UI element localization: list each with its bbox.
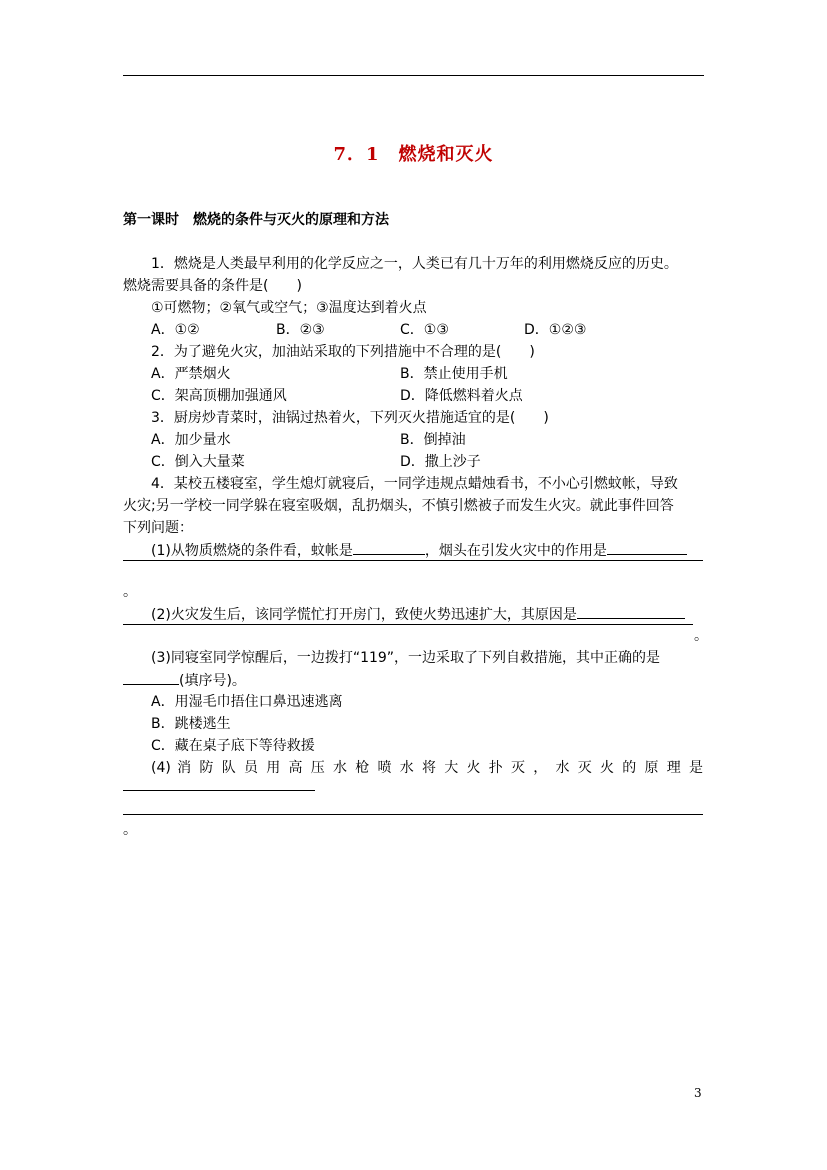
q4-part3-suffix: (填序号)。 xyxy=(179,673,246,689)
q4-part3-answer xyxy=(123,670,246,690)
q4-stem-line2: 火灾;另一学校一同学躲在寝室吸烟，乱扔烟头，不慎引燃被子而发生火灾。就此事件回答 xyxy=(123,498,674,514)
q4-part1-answer-line[interactable] xyxy=(123,560,703,561)
q4-part2-period: 。 xyxy=(694,628,708,644)
q4-part3-blank[interactable] xyxy=(123,670,179,685)
q4-part2-text: (2)火灾发生后，该同学慌忙打开房门，致使火势迅速扩大，其原因是 xyxy=(151,607,577,623)
q2-option-c: C．架高顶棚加强通风 xyxy=(151,388,287,404)
page-title: 7．1 燃烧和灭火 xyxy=(333,144,494,165)
q4-stem-line1: 4．某校五楼寝室，学生熄灯就寝后，一同学违规点蜡烛看书，不小心引燃蚊帐，导致 xyxy=(151,476,678,492)
q4-part4-stem: (4) 消 防 队 员 用 高 压 水 枪 喷 水 将 大 火 扑 灭 ， 水 灭 火 的 原 理 是 xyxy=(151,760,703,776)
q4-part1-period: 。 xyxy=(123,584,137,600)
q1-option-a: A．①② xyxy=(151,322,200,338)
q2-stem: 2．为了避免火灾，加油站采取的下列措施中不合理的是( ) xyxy=(151,344,535,360)
q4-stem-line3: 下列问题： xyxy=(123,520,193,536)
q1-option-b: B．②③ xyxy=(276,322,325,338)
q4-part1-blank-2[interactable] xyxy=(607,540,687,555)
q4-part3-option-b: B．跳楼逃生 xyxy=(151,716,231,732)
q4-part1-text-b: ，烟头在引发火灾中的作用是 xyxy=(424,543,607,559)
q4-part4-blank-line1[interactable] xyxy=(123,790,315,791)
q4-part2-blank-1[interactable] xyxy=(577,604,685,619)
section-subtitle: 第一课时 燃烧的条件与灭火的原理和方法 xyxy=(123,212,389,228)
q1-conditions: ①可燃物；②氧气或空气；③温度达到着火点 xyxy=(151,300,427,316)
q1-option-d: D．①②③ xyxy=(524,322,587,338)
q2-option-d: D．降低燃料着火点 xyxy=(400,388,523,404)
q3-option-d: D．撒上沙子 xyxy=(400,454,481,470)
header-rule xyxy=(123,75,704,76)
q4-part2 xyxy=(151,604,685,624)
q4-part3-option-a: A．用湿毛巾捂住口鼻迅速逃离 xyxy=(151,694,343,710)
q4-part4-period: 。 xyxy=(123,822,137,838)
q4-part2-answer-line[interactable] xyxy=(123,624,693,625)
q1-stem-line2: 燃烧需要具备的条件是( ) xyxy=(123,278,302,294)
q3-option-c: C．倒入大量菜 xyxy=(151,454,245,470)
q4-part1-text-a: (1)从物质燃烧的条件看，蚊帐是 xyxy=(151,543,353,559)
q4-part3-stem: (3)同寝室同学惊醒后，一边拨打“119”，一边采取了下列自救措施，其中正确的是 xyxy=(151,650,661,666)
q2-option-b: B．禁止使用手机 xyxy=(400,366,508,382)
q4-part1-blank-1[interactable] xyxy=(353,540,425,555)
q3-stem: 3．厨房炒青菜时，油锅过热着火，下列灭火措施适宜的是( ) xyxy=(151,410,549,426)
q1-stem-line1: 1．燃烧是人类最早利用的化学反应之一，人类已有几十万年的利用燃烧反应的历史。 xyxy=(151,256,678,272)
q4-part1 xyxy=(151,540,687,560)
q3-option-a: A．加少量水 xyxy=(151,432,231,448)
q3-option-b: B．倒掉油 xyxy=(400,432,466,448)
q2-option-a: A．严禁烟火 xyxy=(151,366,231,382)
page-number: 3 xyxy=(694,1086,702,1100)
q4-part3-option-c: C．藏在桌子底下等待救援 xyxy=(151,738,315,754)
q1-option-c: C．①③ xyxy=(400,322,449,338)
q4-part4-blank-line2[interactable] xyxy=(123,814,703,815)
